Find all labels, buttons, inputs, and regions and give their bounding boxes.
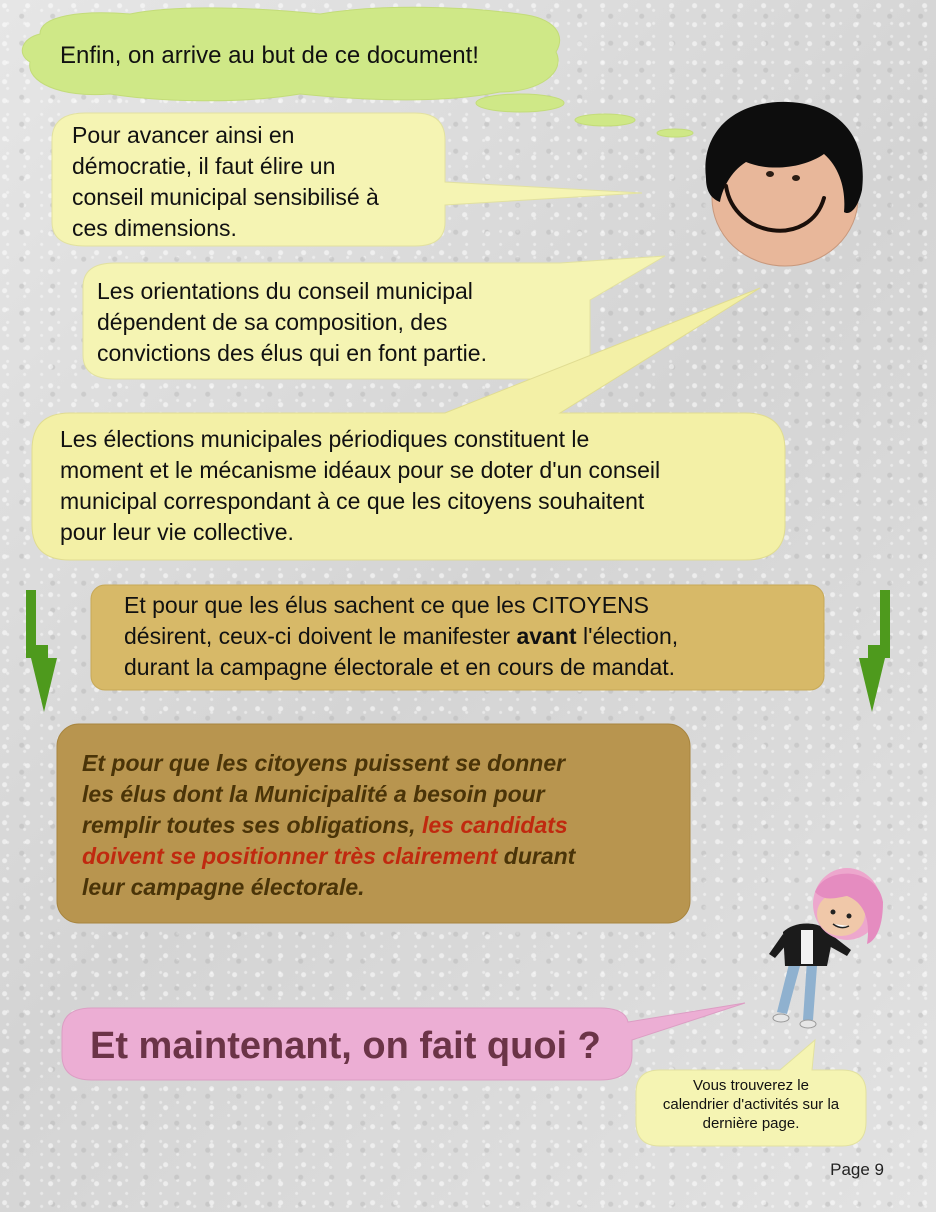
text-span: remplir toutes ses obligations,	[82, 812, 422, 838]
text-line: les élus dont la Municipalité a besoin pour	[82, 781, 545, 807]
candidats-text	[82, 748, 575, 903]
text-span: désirent, ceux-ci doivent le manifester	[124, 623, 517, 649]
page-number: Page 9	[830, 1160, 884, 1179]
text-line: moment et le mécanisme idéaux pour se doter d'un conseil	[60, 457, 661, 483]
text-line: Et pour que les citoyens puissent se donner	[82, 750, 566, 776]
emphasis-avant: avant	[516, 623, 577, 649]
text-line: conseil municipal sensibilisé à	[72, 184, 379, 210]
text-line: démocratie, il faut élire un	[72, 153, 336, 179]
text-line: Pour avancer ainsi en	[72, 122, 295, 148]
citoyens-text	[124, 590, 678, 683]
text-line: Vous trouverez le	[693, 1077, 809, 1094]
calendrier-text	[640, 1076, 862, 1133]
smiling-face-illustration	[700, 98, 870, 273]
democratie-text	[72, 120, 379, 244]
highlight-red: doivent se positionner très clairement	[82, 843, 498, 869]
text-line: pour leur vie collective.	[60, 519, 294, 545]
text-line	[82, 810, 575, 841]
text-line	[124, 621, 678, 652]
text-line: calendrier d'activités sur la	[662, 1096, 840, 1113]
pink-haired-character-illustration	[755, 862, 905, 1040]
question-heading: Et maintenant, on fait quoi ?	[90, 1025, 601, 1067]
text-line	[82, 841, 575, 872]
elections-text	[60, 424, 660, 548]
text-span: durant	[497, 843, 576, 869]
orientations-text	[97, 276, 487, 369]
text-line: municipal correspondant à ce que les citoyens souhaitent	[60, 488, 645, 514]
text-span: l'élection,	[576, 623, 679, 649]
green-bent-arrow-left	[26, 590, 57, 712]
text-line: convictions des élus qui en font partie.	[97, 340, 487, 366]
text-line: dépendent de sa composition, des	[97, 309, 448, 335]
text-line: Et pour que les élus sachent ce que les CITOYENS	[124, 592, 650, 618]
text-line: Les élections municipales périodiques constituent le	[60, 426, 590, 452]
text-line: durant la campagne électorale et en cours de mandat.	[124, 654, 676, 680]
green-bent-arrow-right	[859, 590, 890, 712]
intro-text: Enfin, on arrive au but de ce document!	[60, 42, 479, 69]
text-line: Les orientations du conseil municipal	[97, 278, 473, 304]
highlight-red: les candidats	[421, 812, 568, 838]
text-line: leur campagne électorale.	[82, 874, 365, 900]
text-line: ces dimensions.	[72, 215, 237, 241]
text-line: dernière page.	[702, 1115, 800, 1132]
